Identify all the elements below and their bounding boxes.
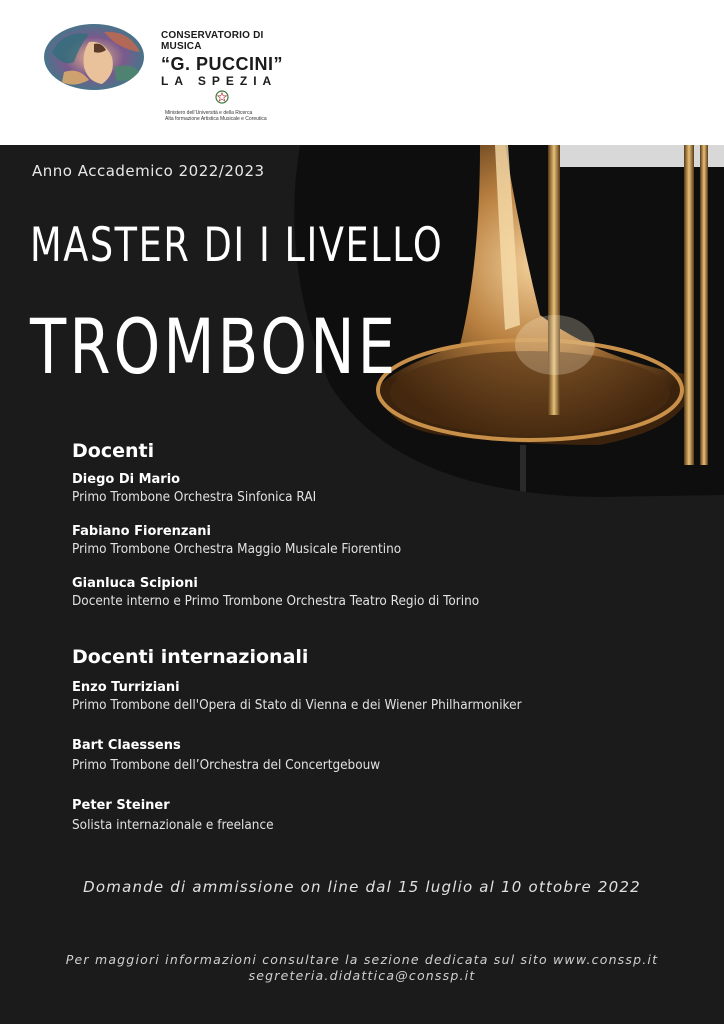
international-faculty-role: Primo Trombone dell'Opera di Stato di Vienna e dei Wiener Philharmoniker bbox=[72, 698, 522, 713]
international-faculty-name: Bart Claessens bbox=[72, 738, 181, 753]
info-email: segreteria.didattica@conssp.it bbox=[248, 968, 476, 983]
ministry-line-2: Alta formazione Artistica Musicale e Coreutica bbox=[165, 116, 267, 122]
ministry-line-1: Ministero dell’Università e della Ricerca bbox=[165, 110, 253, 116]
international-faculty-role: Solista internazionale e freelance bbox=[72, 818, 274, 833]
faculty-name: Gianluca Scipioni bbox=[72, 576, 198, 591]
italian-republic-emblem-icon bbox=[215, 90, 229, 104]
instrument-title: TROMBONE bbox=[30, 302, 399, 391]
faculty-role: Primo Trombone Orchestra Sinfonica RAI bbox=[72, 490, 317, 505]
faculty-name: Fabiano Fiorenzani bbox=[72, 524, 211, 539]
international-faculty-name: Enzo Turriziani bbox=[72, 680, 180, 695]
conservatory-logo-text bbox=[161, 30, 287, 88]
header bbox=[0, 0, 724, 145]
international-faculty-heading: Docenti internazionali bbox=[72, 646, 309, 668]
academic-year: Anno Accademico 2022/2023 bbox=[32, 162, 265, 180]
logo-line-1: CONSERVATORIO DI MUSICA bbox=[161, 30, 264, 52]
international-faculty-role: Primo Trombone dell’Orchestra del Concertgebouw bbox=[72, 758, 381, 773]
conservatory-logo-image bbox=[44, 22, 146, 92]
faculty-name: Diego Di Mario bbox=[72, 472, 181, 487]
logo-line-2: “G. PUCCINI” bbox=[161, 54, 284, 74]
admission-dates: Domande di ammissione on line dal 15 luglio al 10 ottobre 2022 bbox=[83, 878, 641, 896]
international-faculty-name: Peter Steiner bbox=[72, 798, 170, 813]
logo-line-3: LA SPEZIA bbox=[161, 74, 278, 88]
faculty-role: Primo Trombone Orchestra Maggio Musicale Fiorentino bbox=[72, 542, 402, 557]
faculty-role: Docente interno e Primo Trombone Orchestra Teatro Regio di Torino bbox=[72, 594, 480, 609]
master-title: MASTER DI I LIVELLO bbox=[30, 218, 444, 273]
info-website: Per maggiori informazioni consultare la sezione dedicata sul sito www.conssp.it bbox=[65, 952, 659, 967]
ministry-text bbox=[165, 110, 305, 122]
faculty-heading: Docenti bbox=[72, 440, 155, 462]
